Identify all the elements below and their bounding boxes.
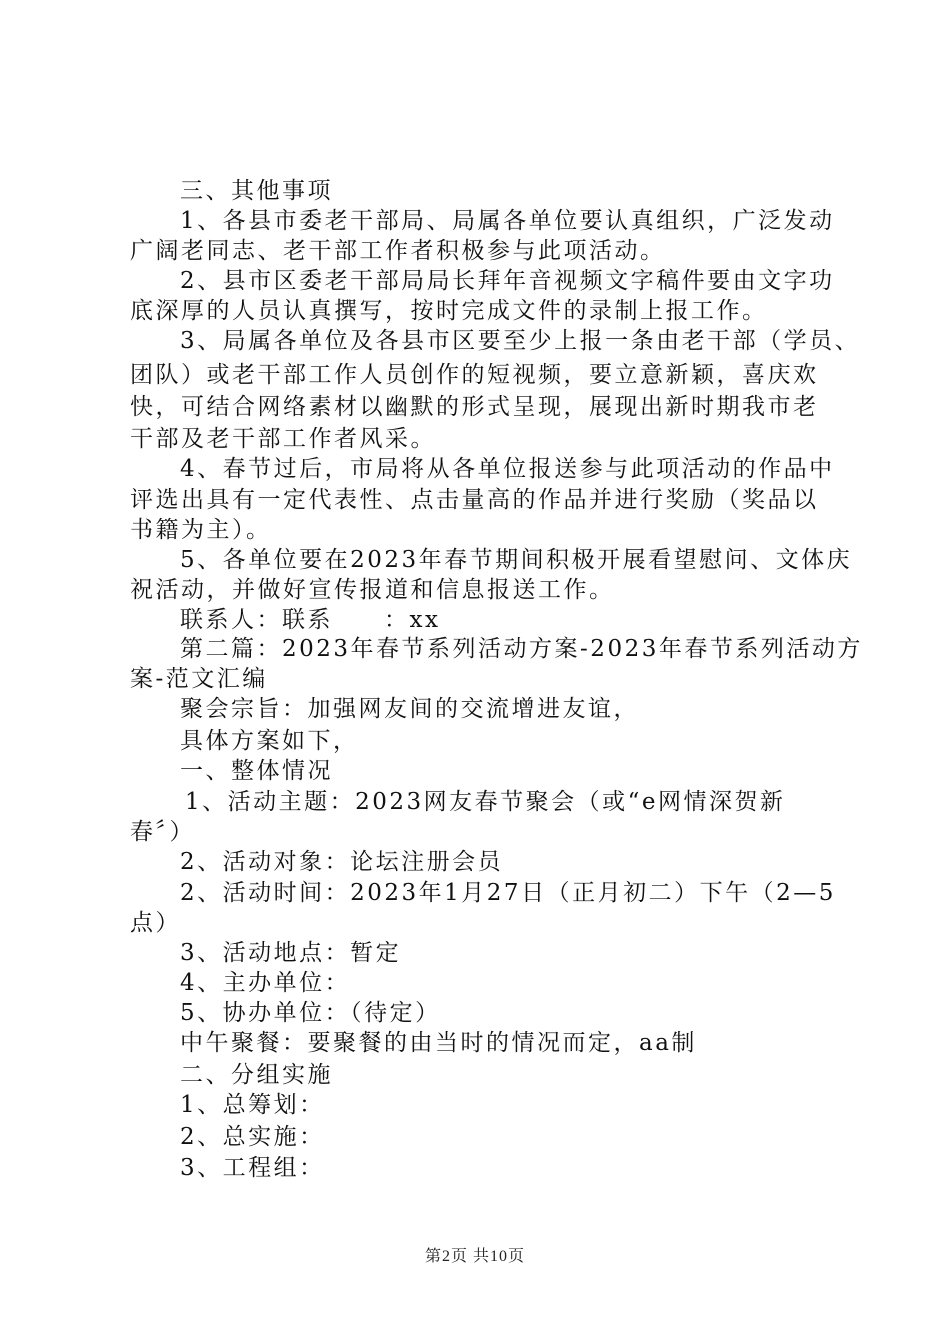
paragraph-line: 1、各县市委老干部局、局属各单位要认真组织，广泛发动 xyxy=(180,208,835,234)
paragraph-line: 点） xyxy=(130,910,181,936)
section-heading-other-matters: 三、其他事项 xyxy=(180,178,333,204)
paragraph-line: 3、局属各单位及各县市区要至少上报一条由老干部（学员、 xyxy=(180,328,861,354)
paragraph-line: 广阔老同志、老干部工作者积极参与此项活动。 xyxy=(130,238,666,264)
paragraph-line: 中午聚餐：要聚餐的由当时的情况而定，aa制 xyxy=(180,1030,697,1056)
paragraph-line: 2、县市区委老干部局局长拜年音视频文字稿件要由文字功 xyxy=(180,268,835,294)
paragraph-line: 干部及老干部工作者风采。 xyxy=(130,426,436,452)
list-item: 3、工程组： xyxy=(180,1155,325,1181)
page-footer: 第2页 共10页 xyxy=(424,1248,525,1265)
paragraph-line: 2、活动对象：论坛注册会员 xyxy=(180,849,504,875)
paragraph-line: 祝活动，并做好宣传报道和信息报送工作。 xyxy=(130,577,615,603)
contact-line: 联系人：联系 ：xx xyxy=(180,607,441,633)
list-item: 1、总筹划： xyxy=(180,1092,325,1118)
paragraph-line: 春〞） xyxy=(130,819,195,845)
paragraph-line: 具体方案如下， xyxy=(180,728,359,754)
section-heading-group: 二、分组实施 xyxy=(180,1062,333,1088)
article-title-line: 第二篇：2023年春节系列活动方案-2023年春节系列活动方 xyxy=(180,636,863,662)
paragraph-line: 3、活动地点：暂定 xyxy=(180,940,402,966)
list-item: 2、总实施： xyxy=(180,1124,325,1150)
paragraph-line: 聚会宗旨：加强网友间的交流增进友谊， xyxy=(180,696,639,722)
paragraph-line: 5、各单位要在2023年春节期间积极开展看望慰问、文体庆 xyxy=(180,547,853,573)
paragraph-line: 4、主办单位： xyxy=(180,970,351,996)
paragraph-line: 2、活动时间：2023年1月27日（正月初二）下午（2—5 xyxy=(180,880,836,906)
paragraph-line: 4、春节过后，市局将从各单位报送参与此项活动的作品中 xyxy=(180,456,835,482)
paragraph-line: 团队）或老干部工作人员创作的短视频，要立意新颖，喜庆欢 xyxy=(130,362,819,388)
paragraph-line: 1、活动主题：2023网友春节聚会（或“e网情深贺新 xyxy=(185,789,786,815)
article-title-line: 案-范文汇编 xyxy=(130,666,268,692)
paragraph-line: 评选出具有一定代表性、点击量高的作品并进行奖励（奖品以 xyxy=(130,487,819,513)
paragraph-line: 5、协办单位：（待定） xyxy=(180,1000,441,1026)
paragraph-line: 快，可结合网络素材以幽默的形式呈现，展现出新时期我市老 xyxy=(130,394,819,420)
paragraph-line: 书籍为主）。 xyxy=(130,517,272,543)
paragraph-line: 底深厚的人员认真撰写，按时完成文件的录制上报工作。 xyxy=(130,298,768,324)
section-heading-overall: 一、整体情况 xyxy=(180,758,333,784)
